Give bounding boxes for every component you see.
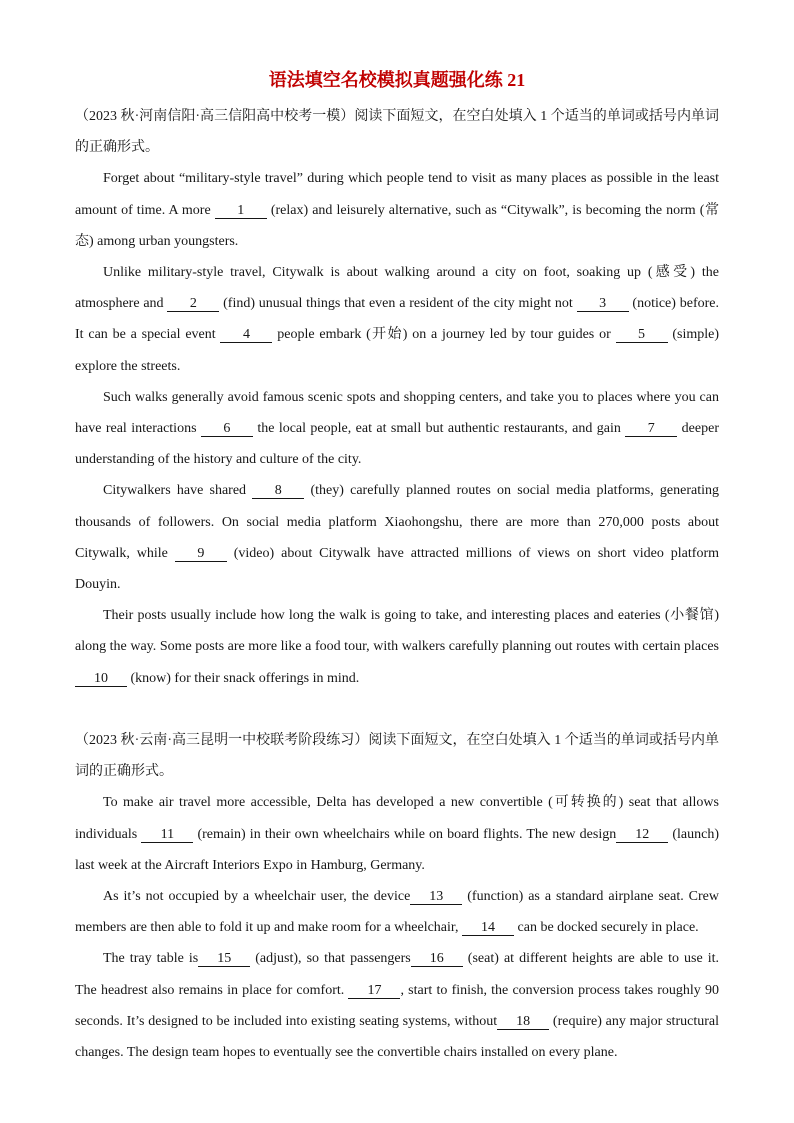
passage-paragraph xyxy=(75,382,719,476)
answer-blank: 5 xyxy=(616,327,668,343)
paragraph-text: people embark (开始) on a journey led by tour guides or xyxy=(272,327,616,343)
paragraph-text: As it’s not occupied by a wheelchair user, the device xyxy=(103,889,411,905)
paragraph-text: (adjust), so that passengers xyxy=(250,951,411,967)
paragraph-text: (require) any major structural changes. The design team hopes to eventually see the convertible chairs installed on every plane. xyxy=(75,1013,719,1061)
answer-blank: 16 xyxy=(411,951,463,967)
paragraph-text: Unlike military-style travel, Citywalk is about walking around a city on foot, soaking up (感受) the atmosphere and xyxy=(75,265,719,312)
paragraph-text: To make air travel more accessible, Delta has developed a new convertible (可转换的) seat that allows individuals xyxy=(75,795,719,842)
paragraph-text: (video) about Citywalk have attracted millions of views on short video platform Douyin. xyxy=(75,545,720,593)
page-title: 语法填空名校模拟真题强化练 21 xyxy=(268,70,526,90)
paragraph-text: (simple) explore the streets. xyxy=(75,327,720,374)
answer-blank: 6 xyxy=(201,421,253,437)
passage-paragraph xyxy=(75,600,719,694)
passage-section xyxy=(75,725,719,1068)
paragraph-text: (relax) and leisurely alternative, such as “Citywalk”, is becoming the norm (常态) among urban youngsters. xyxy=(75,202,720,249)
answer-blank: 9 xyxy=(175,546,227,562)
passage-section xyxy=(75,101,719,694)
answer-blank: 4 xyxy=(220,327,272,343)
answer-blank: 17 xyxy=(348,983,400,999)
answer-blank: 18 xyxy=(497,1014,549,1030)
paragraph-text: (notice) before. It can be a special event xyxy=(75,296,719,343)
paragraph-text: Citywalkers have shared xyxy=(103,483,253,499)
passage-source-header: （2023 秋·云南·高三昆明一中校联考阶段练习）阅读下面短文，在空白处填入 1 个适当的单词或括号内单词的正确形式。 xyxy=(75,733,719,780)
paragraph-text: (know) for their snack offerings in mind. xyxy=(127,670,360,686)
answer-blank: 14 xyxy=(462,920,514,936)
document-page xyxy=(75,64,719,1068)
passage-paragraph xyxy=(75,475,719,600)
answer-blank: 7 xyxy=(625,421,677,437)
paragraph-text: can be docked securely in place. xyxy=(514,920,699,936)
answer-blank: 3 xyxy=(577,296,629,312)
paragraph-text: Forget about “military-style travel” during which people tend to visit as many places as possible in the least amount of time. A more xyxy=(75,171,719,218)
paragraph-text: (they) carefully planned routes on social media platforms, generating thousands of followers. On social media platform Xiaohongshu, there are more than 270,000 posts about Citywalk, while xyxy=(75,483,719,561)
answer-blank: 15 xyxy=(198,951,250,967)
paragraph-text: (find) unusual things that even a resident of the city might not xyxy=(219,296,577,312)
answer-blank: 1 xyxy=(215,203,267,219)
paragraph-text: the local people, eat at small but authentic restaurants, and gain xyxy=(252,421,626,437)
answer-blank: 2 xyxy=(167,296,219,312)
answer-blank: 8 xyxy=(252,483,304,499)
answer-blank: 12 xyxy=(616,827,668,843)
paragraph-text: , start to finish, the conversion process takes roughly 90 seconds. It’s designed to be included into existing seating systems, without xyxy=(75,982,720,1029)
paragraph-text: Such walks generally avoid famous scenic spots and shopping centers, and take you to places where you can have real interactions xyxy=(75,389,719,437)
passage-paragraph xyxy=(75,881,719,943)
answer-blank: 10 xyxy=(75,671,127,687)
paragraph-text: The tray table is xyxy=(103,951,199,967)
passage-paragraph xyxy=(75,257,719,382)
passage-paragraph xyxy=(75,163,719,257)
paragraph-text: (seat) at different heights are able to use it. The headrest also remains in place for comfort. xyxy=(75,951,719,998)
answer-blank: 13 xyxy=(410,889,462,905)
answer-blank: 11 xyxy=(141,827,193,843)
passage-paragraph xyxy=(75,787,719,881)
paragraph-text: deeper understanding of the history and culture of the city. xyxy=(75,421,719,468)
passages-container xyxy=(75,101,719,1068)
passage-source-header: （2023 秋·河南信阳·高三信阳高中校考一模）阅读下面短文，在空白处填入 1 个适当的单词或括号内单词的正确形式。 xyxy=(75,109,719,156)
passage-paragraph xyxy=(75,943,719,1068)
paragraph-text: (function) as a standard airplane seat. Crew members are then able to fold it up and make room for a wheelchair, xyxy=(75,889,719,936)
paragraph-text: (remain) in their own wheelchairs while on board flights. The new design xyxy=(193,826,617,842)
paragraph-text: (launch) last week at the Aircraft Interiors Expo in Hamburg, Germany. xyxy=(75,826,719,873)
paragraph-text: Their posts usually include how long the walk is going to take, and interesting places and eateries (小餐馆) along the way. Some posts are more like a food tour, with walkers carefully planning out routes with certain places xyxy=(75,608,719,655)
